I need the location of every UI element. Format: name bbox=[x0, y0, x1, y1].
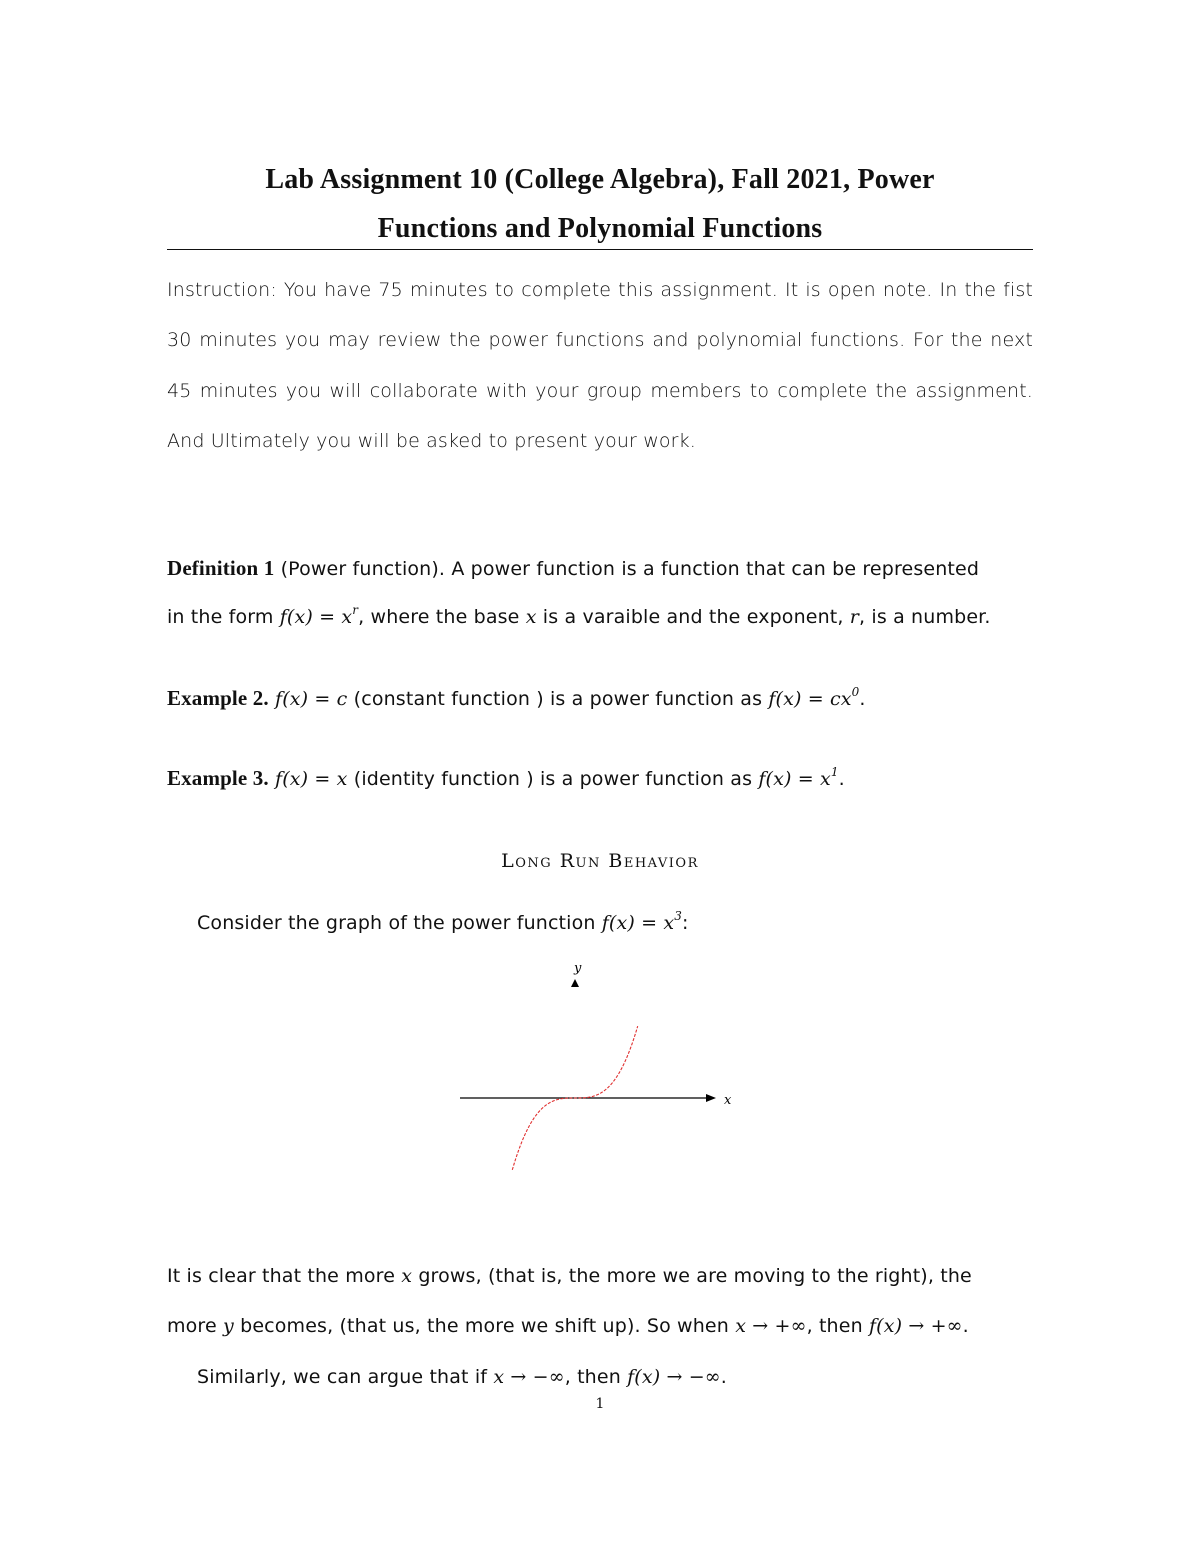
similarly-limit-fx: f(x) → −∞ bbox=[627, 1366, 721, 1388]
example-3-text: (identity function ) is a power function as bbox=[353, 768, 753, 790]
consider-text: Consider the graph of the power function bbox=[197, 912, 596, 934]
growth-var-x: x bbox=[401, 1265, 413, 1287]
cubic-graph bbox=[440, 955, 750, 1215]
instruction-paragraph: Instruction: You have 75 minutes to complete this assignment. It is open note. In the fist 30 minutes you may review the power functions and polynomial functions. For the next 45 minutes you will collaborate with your group members to complete the assignment. And Ultimately you will be asked to present your work. bbox=[167, 279, 1033, 452]
example-3-label: Example 3. bbox=[167, 766, 269, 790]
y-axis-arrow bbox=[571, 979, 579, 987]
definition-text-a: A power function is a function that can be represented bbox=[451, 558, 980, 580]
example-2-end: . bbox=[859, 688, 866, 710]
definition-var: x bbox=[525, 606, 537, 628]
example-2-exponent: 0 bbox=[851, 685, 860, 699]
definition-text-c: , where the base bbox=[358, 606, 520, 628]
definition-text-b: in the form bbox=[167, 606, 274, 628]
consider-formula-base: f(x) = x bbox=[601, 912, 675, 934]
title-rule bbox=[167, 249, 1033, 250]
definition-exp-var: r bbox=[849, 606, 860, 628]
definition-label: Definition 1 bbox=[167, 556, 275, 580]
page-number: 1 bbox=[595, 1396, 605, 1412]
formula-exponent: r bbox=[352, 603, 359, 617]
growth-var-y: y bbox=[223, 1315, 234, 1337]
consider-end: : bbox=[682, 912, 689, 934]
example-2-label: Example 2. bbox=[167, 686, 269, 710]
definition-text-e: , is a number. bbox=[859, 606, 991, 628]
similarly-text-a: Similarly, we can argue that if bbox=[197, 1366, 488, 1388]
definition-formula bbox=[279, 603, 359, 628]
similarly-limit-x: x → −∞ bbox=[493, 1366, 565, 1388]
y-axis-label: y bbox=[574, 961, 582, 976]
growth-text-2b: becomes, (that us, the more we shift up). So when bbox=[240, 1315, 729, 1337]
example-2-formula-2-base: f(x) = cx bbox=[768, 688, 852, 710]
growth-text-2a: more bbox=[167, 1315, 217, 1337]
consider-line bbox=[197, 909, 689, 934]
x-axis-label: x bbox=[724, 1093, 732, 1108]
formula-lhs: f(x) = x bbox=[279, 606, 353, 628]
growth-text-1a: It is clear that the more bbox=[167, 1265, 396, 1287]
similarly-line bbox=[197, 1366, 727, 1388]
definition-name: (Power function). bbox=[280, 558, 446, 580]
growth-line-1 bbox=[167, 1265, 972, 1287]
example-3-formula-2-base: f(x) = x bbox=[758, 768, 831, 790]
example-2 bbox=[167, 686, 866, 711]
example-3-end: . bbox=[838, 768, 845, 790]
example-3-formula-2 bbox=[758, 765, 839, 790]
title-line-1: Lab Assignment 10 (College Algebra), Fall 2021, Power bbox=[265, 164, 935, 195]
example-2-text: (constant function ) is a power function as bbox=[353, 688, 763, 710]
definition-line-2 bbox=[167, 603, 991, 628]
growth-limit-fx: f(x) → +∞ bbox=[868, 1315, 963, 1337]
growth-text-2c: , then bbox=[806, 1315, 863, 1337]
similarly-end: . bbox=[720, 1366, 727, 1388]
example-3-exponent: 1 bbox=[830, 765, 839, 779]
similarly-text-b: , then bbox=[564, 1366, 621, 1388]
title-line-2: Functions and Polynomial Functions bbox=[377, 213, 823, 244]
definition-line-1 bbox=[167, 556, 979, 581]
x-axis-arrow bbox=[706, 1094, 716, 1102]
growth-limit-x: x → +∞ bbox=[735, 1315, 807, 1337]
example-2-formula-2 bbox=[768, 685, 860, 710]
example-3-formula: f(x) = x bbox=[275, 768, 348, 790]
consider-exponent: 3 bbox=[674, 909, 683, 923]
example-2-formula: f(x) = c bbox=[275, 688, 348, 710]
example-3 bbox=[167, 766, 845, 791]
document-title bbox=[167, 155, 1033, 253]
growth-text-1b: grows, (that is, the more we are moving to the right), the bbox=[418, 1265, 972, 1287]
definition-text-d: is a varaible and the exponent, bbox=[542, 606, 844, 628]
consider-formula bbox=[601, 909, 683, 934]
growth-line-2 bbox=[167, 1315, 969, 1337]
growth-end: . bbox=[962, 1315, 969, 1337]
section-heading: Long Run Behavior bbox=[501, 850, 699, 872]
